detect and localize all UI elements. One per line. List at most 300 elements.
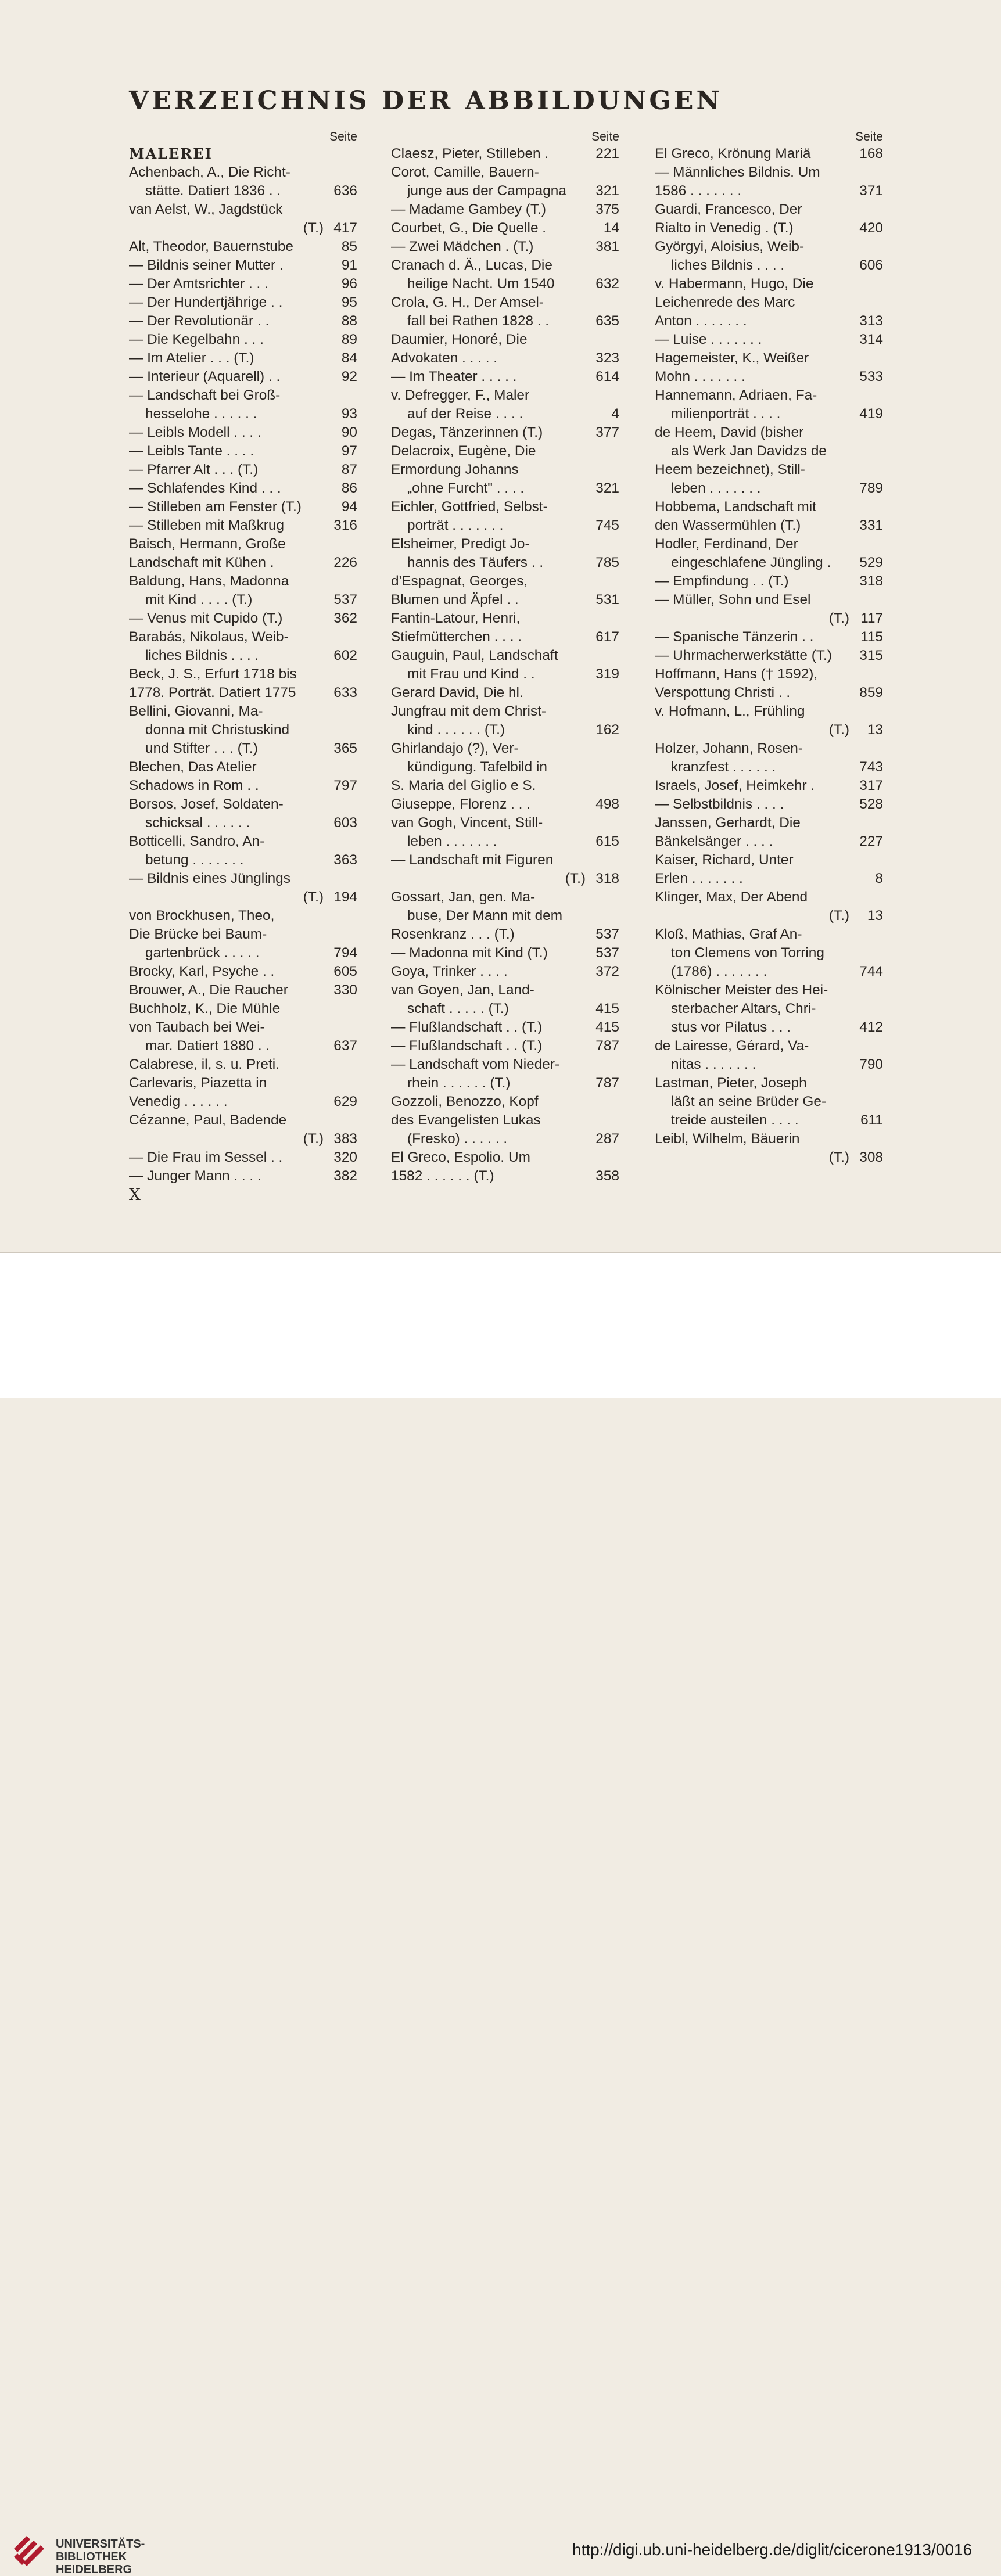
entry-page: 605 — [333, 964, 357, 979]
seite-label: Seite — [591, 130, 619, 143]
index-entry-line — [391, 405, 619, 423]
index-entry-line — [655, 423, 883, 442]
entry-text: Klinger, Max, Der Abend — [655, 889, 808, 905]
index-entry-line — [391, 721, 619, 739]
entry-text: Brocky, Karl, Psyche . . — [129, 964, 275, 979]
entry-text: Elsheimer, Predigt Jo- — [391, 536, 530, 552]
entry-text: — Schlafendes Kind . . . — [129, 480, 281, 496]
index-entry-line — [391, 535, 619, 554]
entry-page: 632 — [595, 276, 619, 292]
entry-page: 331 — [859, 518, 883, 533]
index-entry-line — [129, 461, 357, 479]
entry-text: Gozzoli, Benozzo, Kopf — [391, 1094, 539, 1109]
entry-page: 420 — [859, 220, 883, 236]
index-entry-line — [129, 256, 357, 275]
entry-text: mar. Datiert 1880 . . — [145, 1038, 270, 1054]
index-entry-line — [129, 646, 357, 665]
entry-text: Botticelli, Sandro, An- — [129, 833, 265, 849]
index-entry-line — [129, 368, 357, 386]
index-entry-line — [655, 442, 883, 461]
index-entry-line — [655, 944, 883, 962]
entry-text: ton Clemens von Torring — [671, 945, 824, 961]
index-entry-line — [129, 665, 357, 684]
index-entry-line — [655, 1000, 883, 1018]
entry-page: 313 — [859, 313, 883, 329]
index-entry-line — [391, 907, 619, 925]
entry-text: Schadows in Rom . . — [129, 778, 259, 793]
index-entry-line — [129, 535, 357, 554]
entry-page: 537 — [595, 926, 619, 942]
entry-page: 317 — [859, 778, 883, 793]
entry-page: 744 — [859, 964, 883, 979]
entry-text: Brouwer, A., Die Raucher — [129, 982, 288, 998]
entry-page: 635 — [595, 313, 619, 329]
index-entry-line — [391, 219, 619, 238]
index-entry-line — [391, 386, 619, 405]
entry-page: 321 — [595, 183, 619, 199]
entry-text: nitas . . . . . . . — [671, 1057, 756, 1072]
entry-text: (T.) — [303, 220, 324, 236]
entry-text: als Werk Jan Davidzs de — [671, 443, 827, 459]
entry-text: hannis des Täufers . . — [407, 555, 544, 570]
entry-page: 377 — [595, 425, 619, 440]
index-entry-line — [129, 851, 357, 870]
entry-text: 1778. Porträt. Datiert 1775 — [129, 685, 296, 700]
index-entry-line — [391, 665, 619, 684]
library-logo-icon — [10, 2532, 48, 2570]
entry-text: mit Kind . . . . (T.) — [145, 592, 253, 608]
entry-text: Bänkelsänger . . . . — [655, 833, 773, 849]
entry-page: 859 — [859, 685, 883, 700]
entry-text: de Heem, David (bisher — [655, 425, 804, 440]
index-entry-line — [655, 405, 883, 423]
entry-page: 371 — [859, 183, 883, 199]
entry-text: — Männliches Bildnis. Um — [655, 164, 820, 180]
index-entry-line — [391, 200, 619, 219]
entry-text: — Landschaft bei Groß- — [129, 387, 281, 403]
entry-text: Hodler, Ferdinand, Der — [655, 536, 798, 552]
index-entry-line — [655, 981, 883, 1000]
entry-text: d'Espagnat, Georges, — [391, 573, 528, 589]
entry-page: 194 — [333, 889, 357, 905]
index-entry-line — [655, 739, 883, 758]
entry-text: schaft . . . . . (T.) — [407, 1001, 509, 1016]
entry-text: Rialto in Venedig . (T.) — [655, 220, 794, 236]
index-entry-line — [129, 814, 357, 832]
index-entry-line — [129, 591, 357, 609]
index-entry-line — [391, 758, 619, 777]
footer-bar — [0, 1253, 1001, 2576]
index-entry-line — [655, 1111, 883, 1130]
index-entry-line — [655, 368, 883, 386]
entry-page: 531 — [595, 592, 619, 608]
entry-text: 1586 . . . . . . . — [655, 183, 742, 199]
entry-page: 636 — [333, 183, 357, 199]
index-entry-line — [655, 851, 883, 870]
entry-text: liches Bildnis . . . . — [671, 257, 785, 273]
entry-page: 308 — [859, 1149, 883, 1165]
entry-text: v. Defregger, F., Maler — [391, 387, 530, 403]
index-entry-line — [391, 275, 619, 293]
entry-text: porträt . . . . . . . — [407, 518, 504, 533]
entry-text: Lastman, Pieter, Joseph — [655, 1075, 807, 1091]
entry-page: 789 — [859, 480, 883, 496]
entry-page: 117 — [860, 610, 883, 626]
page-title: VERZEICHNIS DER ABBILDUNGEN — [129, 86, 723, 116]
index-entry-line — [129, 1130, 357, 1148]
entry-text: — Bildnis eines Jünglings — [129, 871, 290, 886]
entry-text: leben . . . . . . . — [671, 480, 761, 496]
entry-page: 323 — [595, 350, 619, 366]
entry-text: Advokaten . . . . . — [391, 350, 498, 366]
entry-text: heilige Nacht. Um 1540 — [407, 276, 555, 292]
entry-page: 87 — [341, 462, 357, 477]
index-entry-line — [129, 777, 357, 795]
index-entry-line — [391, 795, 619, 814]
index-entry-line — [129, 330, 357, 349]
index-entry-line — [129, 275, 357, 293]
entry-page: 319 — [595, 666, 619, 682]
entry-text: — Stilleben am Fenster (T.) — [129, 499, 302, 515]
index-entry-line — [129, 1093, 357, 1111]
index-entry-line — [129, 739, 357, 758]
entry-page: 316 — [333, 518, 357, 533]
entry-text: Die Brücke bei Baum- — [129, 926, 267, 942]
library-name: UNIVERSITÄTS- BIBLIOTHEK HEIDELBERG — [56, 2538, 145, 2576]
index-entry-line — [129, 516, 357, 535]
entry-page: 321 — [595, 480, 619, 496]
index-entry-line — [129, 1037, 357, 1055]
entry-text: — Der Hundertjährige . . — [129, 294, 283, 310]
entry-text: „ohne Furcht" . . . . — [407, 480, 525, 496]
index-entry-line — [391, 851, 619, 870]
entry-text: — Im Theater . . . . . — [391, 369, 517, 385]
index-entry-line — [391, 944, 619, 962]
entry-page: 97 — [341, 443, 357, 459]
index-entry-line — [129, 349, 357, 368]
entry-page: 115 — [860, 629, 883, 645]
index-entry-line — [655, 962, 883, 981]
index-entry-line — [655, 832, 883, 851]
entry-page: 93 — [341, 406, 357, 422]
index-entry-line — [391, 1037, 619, 1055]
index-entry-line — [391, 888, 619, 907]
index-entry-line — [391, 684, 619, 702]
entry-page: 611 — [860, 1112, 883, 1128]
entry-text: (T.) — [828, 722, 849, 738]
index-entry-line — [129, 423, 357, 442]
index-entry-line — [391, 182, 619, 200]
entry-text: Gossart, Jan, gen. Ma- — [391, 889, 536, 905]
entry-text: Ghirlandajo (?), Ver- — [391, 741, 519, 756]
index-entry-line — [655, 1148, 883, 1167]
index-entry-line — [129, 925, 357, 944]
entry-text: buse, Der Mann mit dem — [407, 908, 563, 924]
entry-page: 745 — [595, 518, 619, 533]
entry-text: Kloß, Mathias, Graf An- — [655, 926, 802, 942]
entry-text: Gerard David, Die hl. — [391, 685, 523, 700]
entry-text: Crola, G. H., Der Amsel- — [391, 294, 544, 310]
index-entry-line — [655, 554, 883, 572]
index-entry-line — [655, 312, 883, 330]
entry-text: Degas, Tänzerinnen (T.) — [391, 425, 543, 440]
index-entry-line — [655, 777, 883, 795]
page-number: X — [129, 1185, 141, 1204]
seite-label: Seite — [329, 130, 357, 143]
entry-text: — Interieur (Aquarell) . . — [129, 369, 281, 385]
entry-page: 372 — [595, 964, 619, 979]
entry-text: kind . . . . . . (T.) — [407, 722, 505, 738]
entry-text: Baisch, Hermann, Große — [129, 536, 286, 552]
entry-text: (T.) — [303, 1131, 324, 1147]
section-heading: MALEREI — [129, 145, 213, 162]
entry-text: rhein . . . . . . (T.) — [407, 1075, 511, 1091]
entry-text: stätte. Datiert 1836 . . — [145, 183, 281, 199]
index-entry-line — [655, 293, 883, 312]
entry-text: Rosenkranz . . . (T.) — [391, 926, 515, 942]
entry-page: 633 — [333, 685, 357, 700]
index-entry-line — [129, 182, 357, 200]
entry-page: 417 — [333, 220, 357, 236]
index-entry-line — [655, 219, 883, 238]
entry-page: 95 — [341, 294, 357, 310]
entry-text: leben . . . . . . . — [407, 833, 497, 849]
source-url-link[interactable]: http://digi.ub.uni-heidelberg.de/diglit/cicerone1913/0016 — [572, 2541, 973, 2559]
entry-page: 528 — [859, 796, 883, 812]
entry-page: 537 — [595, 945, 619, 961]
entry-text: Baldung, Hans, Madonna — [129, 573, 289, 589]
entry-text: — Flußlandschaft . . (T.) — [391, 1038, 543, 1054]
index-entry-line — [129, 219, 357, 238]
index-entry-line — [655, 628, 883, 646]
entry-text: Gauguin, Paul, Landschaft — [391, 648, 558, 663]
index-entry-line — [391, 814, 619, 832]
entry-text: — Landschaft mit Figuren — [391, 852, 554, 868]
entry-page: 603 — [333, 815, 357, 831]
index-entry-line — [655, 1074, 883, 1093]
entry-text: Holzer, Johann, Rosen- — [655, 741, 803, 756]
index-entry-line — [129, 944, 357, 962]
entry-page: 13 — [867, 722, 883, 738]
index-entry-line — [129, 312, 357, 330]
index-entry-line — [655, 609, 883, 628]
entry-text: auf der Reise . . . . — [407, 406, 523, 422]
entry-text: — Leibls Tante . . . . — [129, 443, 254, 459]
entry-page: 89 — [341, 332, 357, 347]
index-entry-line — [655, 1055, 883, 1074]
index-entry-line — [655, 758, 883, 777]
index-entry-line — [655, 684, 883, 702]
entry-page: 287 — [595, 1131, 619, 1147]
entry-text: Blechen, Das Atelier — [129, 759, 257, 775]
entry-page: 226 — [333, 555, 357, 570]
entry-text: — Im Atelier . . . (T.) — [129, 350, 254, 366]
entry-page: 415 — [595, 1001, 619, 1016]
entry-page: 4 — [611, 406, 619, 422]
entry-text: gartenbrück . . . . . — [145, 945, 260, 961]
index-entry-line — [655, 1130, 883, 1148]
index-entry-line — [391, 1093, 619, 1111]
index-entry-line — [391, 1148, 619, 1167]
entry-text: — Pfarrer Alt . . . (T.) — [129, 462, 259, 477]
index-entry-line — [655, 479, 883, 498]
index-entry-line — [655, 535, 883, 554]
entry-page: 358 — [595, 1168, 619, 1184]
entry-text: eingeschlafene Jüngling . — [671, 555, 831, 570]
index-entry-line — [655, 182, 883, 200]
entry-page: 84 — [341, 350, 357, 366]
entry-text: (T.) — [303, 889, 324, 905]
entry-text: Leichenrede des Marc — [655, 294, 795, 310]
index-entry-line — [655, 275, 883, 293]
entry-text: Guardi, Francesco, Der — [655, 202, 802, 217]
index-entry-line — [129, 386, 357, 405]
entry-text: mit Frau und Kind . . — [407, 666, 535, 682]
entry-text: Borsos, Josef, Soldaten- — [129, 796, 284, 812]
index-entry-line — [391, 702, 619, 721]
entry-page: 790 — [859, 1057, 883, 1072]
entry-text: Ermordung Johanns — [391, 462, 519, 477]
entry-page: 320 — [333, 1149, 357, 1165]
index-entry-line — [655, 238, 883, 256]
entry-text: Kaiser, Richard, Unter — [655, 852, 794, 868]
entry-text: (T.) — [565, 871, 586, 886]
index-entry-line — [129, 684, 357, 702]
entry-text: — Junger Mann . . . . — [129, 1168, 261, 1184]
index-entry-line — [391, 442, 619, 461]
index-entry-line — [391, 628, 619, 646]
entry-text: des Evangelisten Lukas — [391, 1112, 541, 1128]
index-entry-line — [655, 870, 883, 888]
index-entry-line — [391, 1130, 619, 1148]
entry-page: 537 — [333, 592, 357, 608]
index-entry-line — [391, 330, 619, 349]
entry-text: — Leibls Modell . . . . — [129, 425, 261, 440]
index-entry-line — [129, 405, 357, 423]
index-entry-line — [655, 721, 883, 739]
entry-text: Israels, Josef, Heimkehr . — [655, 778, 815, 793]
index-entry-line — [391, 925, 619, 944]
entry-text: de Lairesse, Gérard, Va- — [655, 1038, 809, 1054]
index-entry-line — [129, 1000, 357, 1018]
index-entry-line — [391, 554, 619, 572]
index-entry-line — [129, 888, 357, 907]
entry-page: 617 — [595, 629, 619, 645]
index-entry-line — [129, 572, 357, 591]
index-entry-line — [655, 256, 883, 275]
entry-text: Courbet, G., Die Quelle . — [391, 220, 547, 236]
entry-text: — Madonna mit Kind (T.) — [391, 945, 548, 961]
index-entry-line — [391, 349, 619, 368]
index-entry-line — [391, 1018, 619, 1037]
index-entry-line — [655, 145, 883, 163]
entry-text: junge aus der Campagna — [407, 183, 566, 199]
index-entry-line — [655, 907, 883, 925]
entry-text: Eichler, Gottfried, Selbst- — [391, 499, 548, 515]
index-entry-line — [655, 163, 883, 182]
index-column-3 — [655, 130, 883, 1167]
entry-text: 1582 . . . . . . (T.) — [391, 1168, 494, 1184]
index-entry-line — [129, 907, 357, 925]
entry-text: Cézanne, Paul, Badende — [129, 1112, 287, 1128]
entry-text: Daumier, Honoré, Die — [391, 332, 528, 347]
entry-text: — Landschaft vom Nieder- — [391, 1057, 560, 1072]
entry-page: 629 — [333, 1094, 357, 1109]
index-entry-line — [655, 1018, 883, 1037]
index-entry-line — [129, 554, 357, 572]
index-entry-line — [129, 758, 357, 777]
index-entry-line — [129, 870, 357, 888]
index-entry-line — [391, 293, 619, 312]
index-entry-line — [655, 702, 883, 721]
index-entry-line — [391, 962, 619, 981]
entry-text: schicksal . . . . . . — [145, 815, 250, 831]
entry-page: 533 — [859, 369, 883, 385]
entry-text: von Brockhusen, Theo, — [129, 908, 275, 924]
index-entry-line — [129, 795, 357, 814]
index-entry-line — [129, 609, 357, 628]
entry-page: 94 — [341, 499, 357, 515]
entry-text: v. Habermann, Hugo, Die — [655, 276, 814, 292]
entry-text: Claesz, Pieter, Stilleben . — [391, 146, 549, 161]
entry-text: — Der Revolutionär . . — [129, 313, 270, 329]
index-entry-line — [391, 145, 619, 163]
entry-text: und Stifter . . . (T.) — [145, 741, 258, 756]
entry-text: Achenbach, A., Die Richt- — [129, 164, 290, 180]
entry-text: Janssen, Gerhardt, Die — [655, 815, 801, 831]
entry-text: El Greco, Krönung Mariä — [655, 146, 811, 161]
entry-text: — Müller, Sohn und Esel — [655, 592, 811, 608]
entry-page: 86 — [341, 480, 357, 496]
index-entry-line — [391, 1074, 619, 1093]
entry-text: — Die Frau im Sessel . . — [129, 1149, 283, 1165]
entry-page: 85 — [341, 239, 357, 254]
index-entry-line — [391, 609, 619, 628]
entry-text: Kölnischer Meister des Hei- — [655, 982, 828, 998]
entry-text: — Zwei Mädchen . (T.) — [391, 239, 534, 254]
index-entry-line — [655, 386, 883, 405]
entry-text: (1786) . . . . . . . — [671, 964, 767, 979]
index-entry-line — [129, 1074, 357, 1093]
entry-page: 797 — [333, 778, 357, 793]
entry-text: El Greco, Espolio. Um — [391, 1149, 530, 1165]
entry-page: 602 — [333, 648, 357, 663]
entry-text: — Selbstbildnis . . . . — [655, 796, 784, 812]
entry-page: 330 — [333, 982, 357, 998]
entry-page: 88 — [341, 313, 357, 329]
index-entry-line — [391, 1000, 619, 1018]
index-entry-line — [129, 702, 357, 721]
index-entry-line — [391, 516, 619, 535]
index-entry-line — [129, 238, 357, 256]
entry-text: — Stilleben mit Maßkrug — [129, 518, 285, 533]
entry-page: 412 — [859, 1019, 883, 1035]
entry-text: v. Hofmann, L., Frühling — [655, 703, 805, 719]
entry-text: Hannemann, Adriaen, Fa- — [655, 387, 817, 403]
index-entry-line — [655, 665, 883, 684]
entry-text: den Wassermühlen (T.) — [655, 518, 801, 533]
index-entry-line — [655, 888, 883, 907]
entry-text: donna mit Christuskind — [145, 722, 290, 738]
entry-page: 90 — [341, 425, 357, 440]
entry-text: Mohn . . . . . . . — [655, 369, 745, 385]
index-entry-line — [655, 795, 883, 814]
entry-page: 227 — [859, 833, 883, 849]
entry-page: 381 — [595, 239, 619, 254]
index-entry-line — [655, 349, 883, 368]
entry-page: 91 — [341, 257, 357, 273]
index-entry-line — [391, 461, 619, 479]
